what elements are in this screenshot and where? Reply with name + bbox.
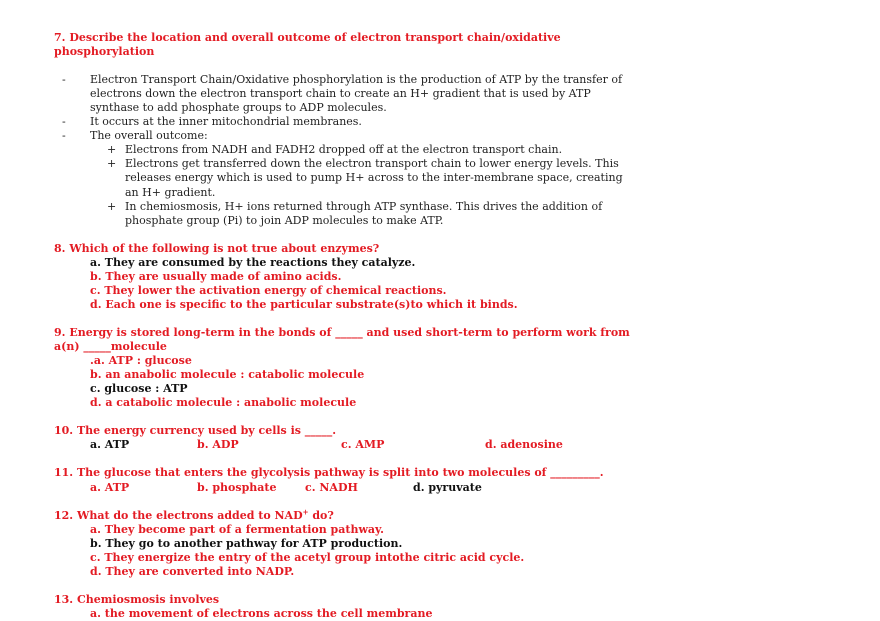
bullet-text: Electrons get transferred down the electron transport chain to lower energy levels. This (125, 157, 619, 171)
option-a: a. They become part of a fermentation pathway. (90, 522, 385, 536)
option-a: a. They are consumed by the reactions they catalyze. (90, 255, 416, 269)
sub-bullet-cont: phosphate group (Pi) to join ADP molecules to make ATP. (125, 213, 444, 227)
option-b: b. phosphate (197, 480, 277, 494)
plus-bullet-icon: + (107, 143, 117, 157)
option-a: a. ATP (90, 480, 130, 494)
answer-bullet-cont: synthase to add phosphate groups to ADP molecules. (90, 101, 387, 115)
bullet-text: It occurs at the inner mitochondrial membranes. (90, 115, 362, 129)
question-12-title (54, 506, 594, 523)
bullet-text: Electrons from NADH and FADH2 dropped off at the electron transport chain. (125, 143, 563, 157)
option-a: .a. ATP : glucose (90, 354, 192, 368)
option-d: d. pyruvate (413, 480, 482, 494)
answer-bullet (54, 129, 594, 143)
option-b: b. They are usually made of amino acids. (90, 269, 342, 283)
option-b: b. ADP (197, 438, 239, 452)
plus-bullet-icon: + (107, 157, 117, 171)
option-d: d. They are converted into NADP. (90, 564, 295, 578)
option-c: c. They energize the entry of the acetyl group intothe citric acid cycle. (90, 550, 525, 564)
option-d: d. a catabolic molecule : anabolic molecule (90, 396, 357, 410)
question-text: 12. What do the electrons added to NAD (54, 508, 303, 522)
document-body (54, 31, 630, 621)
answer-bullet (54, 115, 594, 129)
question-10-title: 10. The energy currency used by cells is _____. (54, 424, 337, 438)
question-7-title: 7. Describe the location and overall outcome of electron transport chain/oxidative (54, 31, 561, 44)
dash-bullet-icon: - (62, 115, 66, 129)
sub-bullet (54, 143, 594, 157)
bullet-text: Electron Transport Chain/Oxidative phosphorylation is the production of ATP by the transfer of (90, 73, 623, 87)
sub-bullet (54, 157, 619, 171)
sub-bullet-cont: releases energy which is used to pump H+ across to the inter-membrane space, creating (125, 171, 623, 185)
sub-bullet-cont: an H+ gradient. (125, 185, 216, 199)
option-d: d. adenosine (485, 438, 563, 452)
dash-bullet-icon: - (62, 73, 66, 87)
question-9-title: 9. Energy is stored long-term in the bonds of _____ and used short-term to perform work from (54, 325, 630, 339)
question-11-title: 11. The glucose that enters the glycolysis pathway is split into two molecules of _________. (54, 466, 604, 480)
question-10-options (54, 438, 594, 452)
option-c: c. They lower the activation energy of chemical reactions. (90, 283, 447, 297)
option-b: b. They go to another pathway for ATP production. (90, 536, 403, 550)
question-8-title: 8. Which of the following is not true about enzymes? (54, 241, 380, 255)
question-11-options (54, 481, 594, 495)
question-9-title-cont: a(n) _____molecule (54, 340, 167, 354)
option-d: d. Each one is specific to the particular substrate(s)to which it binds. (90, 297, 518, 311)
superscript: + (302, 506, 309, 516)
option-c: c. NADH (305, 480, 358, 494)
option-c: c. glucose : ATP (90, 382, 188, 396)
plus-bullet-icon: + (107, 199, 117, 213)
option-b: b. an anabolic molecule : catabolic molecule (90, 368, 365, 382)
question-text-end: do? (308, 508, 334, 522)
question-7-title-cont: phosphorylation (54, 45, 155, 59)
bullet-text: The overall outcome: (90, 129, 208, 143)
dash-bullet-icon: - (62, 129, 66, 143)
option-a: a. the movement of electrons across the cell membrane (90, 606, 433, 620)
question-13-title: 13. Chemiosmosis involves (54, 592, 220, 606)
option-a: a. ATP (90, 438, 130, 452)
option-c: c. AMP (341, 438, 385, 452)
answer-bullet (54, 73, 623, 87)
sub-bullet (54, 199, 603, 214)
bullet-text: In chemiosmosis, H+ ions returned through ATP synthase. This drives the addition of (125, 199, 603, 213)
answer-bullet-cont: electrons down the electron transport chain to create an H+ gradient that is used by ATP (90, 87, 591, 101)
